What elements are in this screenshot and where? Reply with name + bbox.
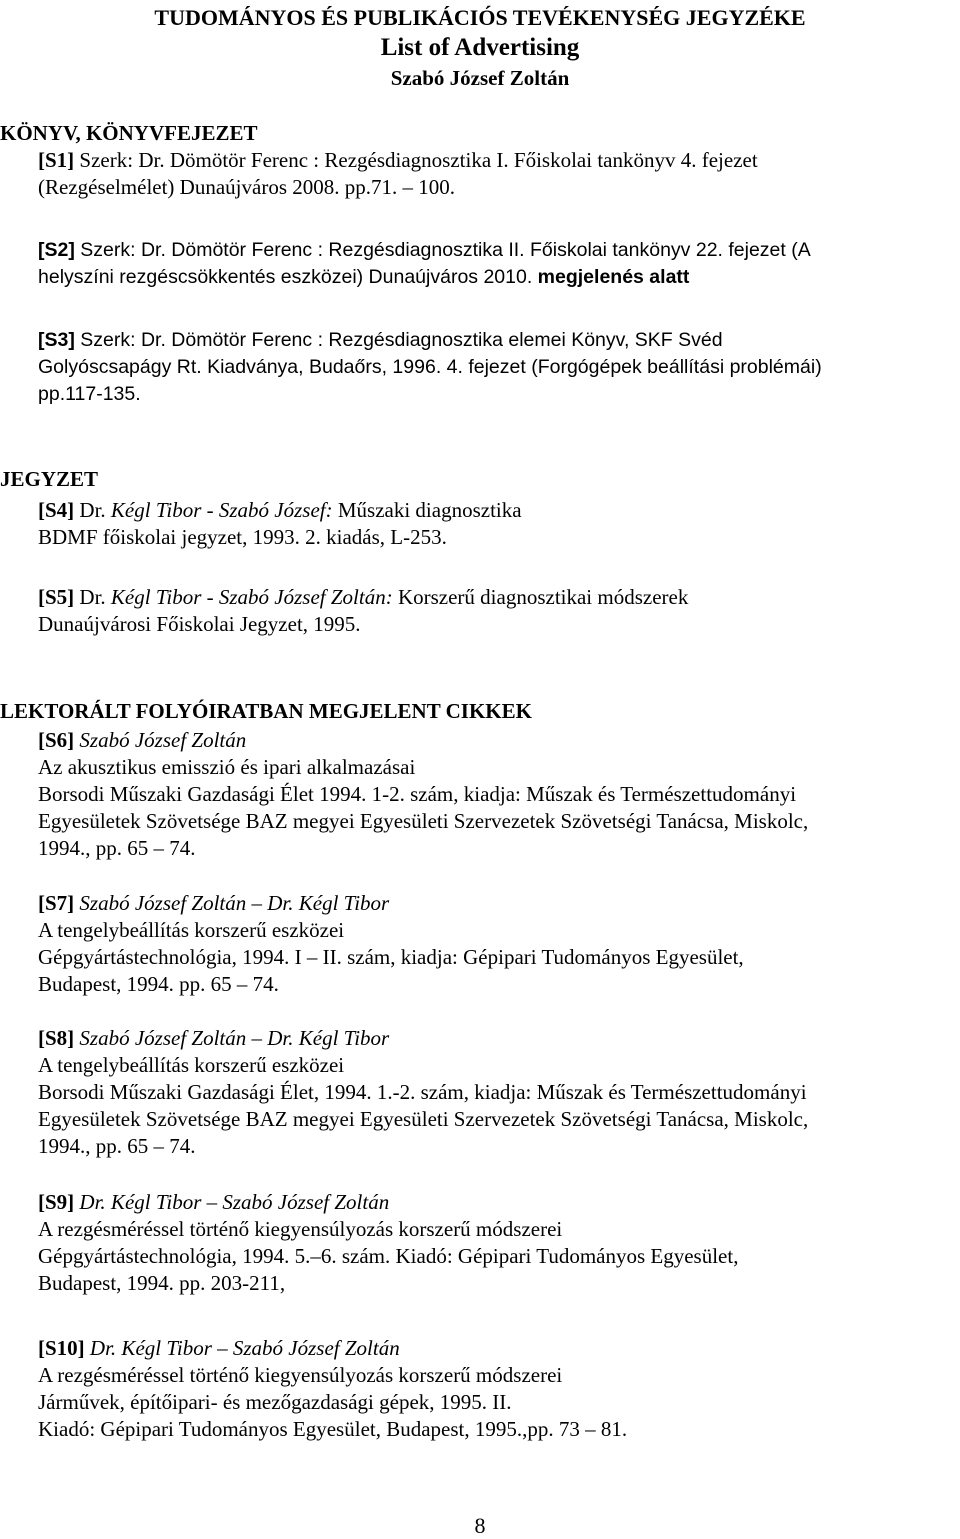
entry-tag: [S8] <box>38 1026 75 1050</box>
entry-s5-line2: Dunaújvárosi Főiskolai Jegyzet, 1995. <box>38 612 361 636</box>
entry-tag: [S10] <box>38 1336 85 1360</box>
entry-authors: Szabó József Zoltán – Dr. Kégl Tibor <box>74 891 390 915</box>
entry-s6 <box>38 727 808 862</box>
entry-tag: [S2] <box>38 239 75 261</box>
entry-s2-line2 <box>38 264 811 291</box>
section-heading-articles: LEKTORÁLT FOLYÓIRATBAN MEGJELENT CIKKEK <box>0 699 532 723</box>
entry-tag: [S1] <box>38 148 75 172</box>
entry-s3-line3: pp.117-135. <box>38 383 141 405</box>
entry-s3 <box>38 327 822 408</box>
entry-tag: [S5] <box>38 585 75 609</box>
entry-authors: Szabó József Zoltán <box>74 728 247 752</box>
entry-title: Korszerű diagnosztikai módszerek <box>392 585 689 609</box>
entry-s8 <box>38 1025 808 1160</box>
entry-s1-line1 <box>38 147 758 174</box>
entry-s10-line1 <box>38 1335 627 1362</box>
entry-s6-line5: 1994., pp. 65 – 74. <box>38 836 196 860</box>
entry-s7 <box>38 890 744 998</box>
entry-s7-line1 <box>38 890 744 917</box>
section-notes <box>0 466 98 493</box>
entry-s5 <box>38 584 688 638</box>
entry-authors: Dr. Kégl Tibor – Szabó József Zoltán <box>74 1190 390 1214</box>
entry-tag: [S9] <box>38 1190 75 1214</box>
entry-s3-line2: Golyóscsapágy Rt. Kiadványa, Budaőrs, 1996. 4. fejezet (Forgógépek beállítási problémái) <box>38 356 822 378</box>
entry-s4 <box>38 497 522 551</box>
entry-s2-line1 <box>38 237 811 264</box>
entry-text: Dr. <box>74 498 111 522</box>
entry-text: Dr. <box>74 585 111 609</box>
entry-s2 <box>38 237 811 291</box>
document-header <box>0 4 960 92</box>
entry-text: Szerk: Dr. Dömötör Ferenc : Rezgésdiagnosztika II. Főiskolai tankönyv 22. fejezet (A <box>74 239 811 261</box>
entry-s9 <box>38 1189 738 1297</box>
document-subtitle: List of Advertising <box>380 34 580 61</box>
entry-tag: [S3] <box>38 329 75 351</box>
entry-text: Szerk: Dr. Dömötör Ferenc : Rezgésdiagnosztika I. Főiskolai tankönyv 4. fejezet <box>74 148 758 172</box>
section-heading-book: KÖNYV, KÖNYVFEJEZET <box>0 121 258 145</box>
entry-s1-line2: (Rezgéselmélet) Dunaújváros 2008. pp.71. – 100. <box>38 175 455 199</box>
entry-s6-line1 <box>38 727 808 754</box>
entry-title: Műszaki diagnosztika <box>332 498 522 522</box>
entry-authors: Dr. Kégl Tibor – Szabó József Zoltán <box>84 1336 400 1360</box>
entry-s6-title: Az akusztikus emisszió és ipari alkalmazásai <box>38 755 416 779</box>
entry-s9-line3: Gépgyártástechnológia, 1994. 5.–6. szám. Kiadó: Gépipari Tudományos Egyesület, <box>38 1244 739 1268</box>
section-articles <box>0 698 532 725</box>
entry-s7-line4: Budapest, 1994. pp. 65 – 74. <box>38 972 279 996</box>
entry-authors: Kégl Tibor - Szabó József: <box>110 498 333 522</box>
entry-s4-line2: BDMF főiskolai jegyzet, 1993. 2. kiadás, L-253. <box>38 525 447 549</box>
entry-s8-line1 <box>38 1025 808 1052</box>
entry-tag: [S6] <box>38 728 75 752</box>
entry-s8-line3: Borsodi Műszaki Gazdasági Élet, 1994. 1.-2. szám, kiadja: Műszak és Természettudományi <box>38 1080 807 1104</box>
entry-s10-line4: Kiadó: Gépipari Tudományos Egyesület, Budapest, 1995.,pp. 73 – 81. <box>38 1417 628 1441</box>
entry-s8-title: A tengelybeállítás korszerű eszközei <box>38 1053 345 1077</box>
entry-s9-title: A rezgésméréssel történő kiegyensúlyozás korszerű módszerei <box>38 1217 563 1241</box>
entry-s8-line4: Egyesületek Szövetsége BAZ megyei Egyesületi Szervezetek Szövetségi Tanácsa, Miskolc, <box>38 1107 809 1131</box>
entry-s9-line1 <box>38 1189 738 1216</box>
entry-text: helyszíni rezgéscsökkentés eszközei) Dunaújváros 2010. <box>38 266 538 288</box>
entry-s6-line4: Egyesületek Szövetsége BAZ megyei Egyesületi Szervezetek Szövetségi Tanácsa, Miskolc, <box>38 809 809 833</box>
entry-s10-line3: Járművek, építőipari- és mezőgazdasági gépek, 1995. II. <box>38 1390 512 1414</box>
entry-s6-line3: Borsodi Műszaki Gazdasági Élet 1994. 1-2. szám, kiadja: Műszak és Természettudományi <box>38 782 797 806</box>
page-number: 8 <box>474 1513 486 1538</box>
section-heading-notes: JEGYZET <box>0 467 99 491</box>
entry-s3-line1 <box>38 327 822 354</box>
entry-s5-line1 <box>38 584 688 611</box>
document-author: Szabó József Zoltán <box>390 66 570 90</box>
document-title: TUDOMÁNYOS ÉS PUBLIKÁCIÓS TEVÉKENYSÉG JEGYZÉKE <box>154 5 806 30</box>
entry-authors: Szabó József Zoltán – Dr. Kégl Tibor <box>74 1026 390 1050</box>
entry-text: Szerk: Dr. Dömötör Ferenc : Rezgésdiagnosztika elemei Könyv, SKF Svéd <box>74 329 723 351</box>
entry-s8-line5: 1994., pp. 65 – 74. <box>38 1134 196 1158</box>
entry-tag: [S7] <box>38 891 75 915</box>
entry-s10 <box>38 1335 627 1443</box>
entry-authors: Kégl Tibor - Szabó József Zoltán: <box>110 585 393 609</box>
entry-status: megjelenés alatt <box>537 266 690 288</box>
entry-s10-title: A rezgésméréssel történő kiegyensúlyozás korszerű módszerei <box>38 1363 563 1387</box>
entry-s7-title: A tengelybeállítás korszerű eszközei <box>38 918 345 942</box>
section-book <box>0 120 258 147</box>
entry-s4-line1 <box>38 497 522 524</box>
entry-s7-line3: Gépgyártástechnológia, 1994. I – II. szám, kiadja: Gépipari Tudományos Egyesület, <box>38 945 744 969</box>
entry-tag: [S4] <box>38 498 75 522</box>
entry-s1 <box>38 147 758 201</box>
entry-s9-line4: Budapest, 1994. pp. 203-211, <box>38 1271 286 1295</box>
